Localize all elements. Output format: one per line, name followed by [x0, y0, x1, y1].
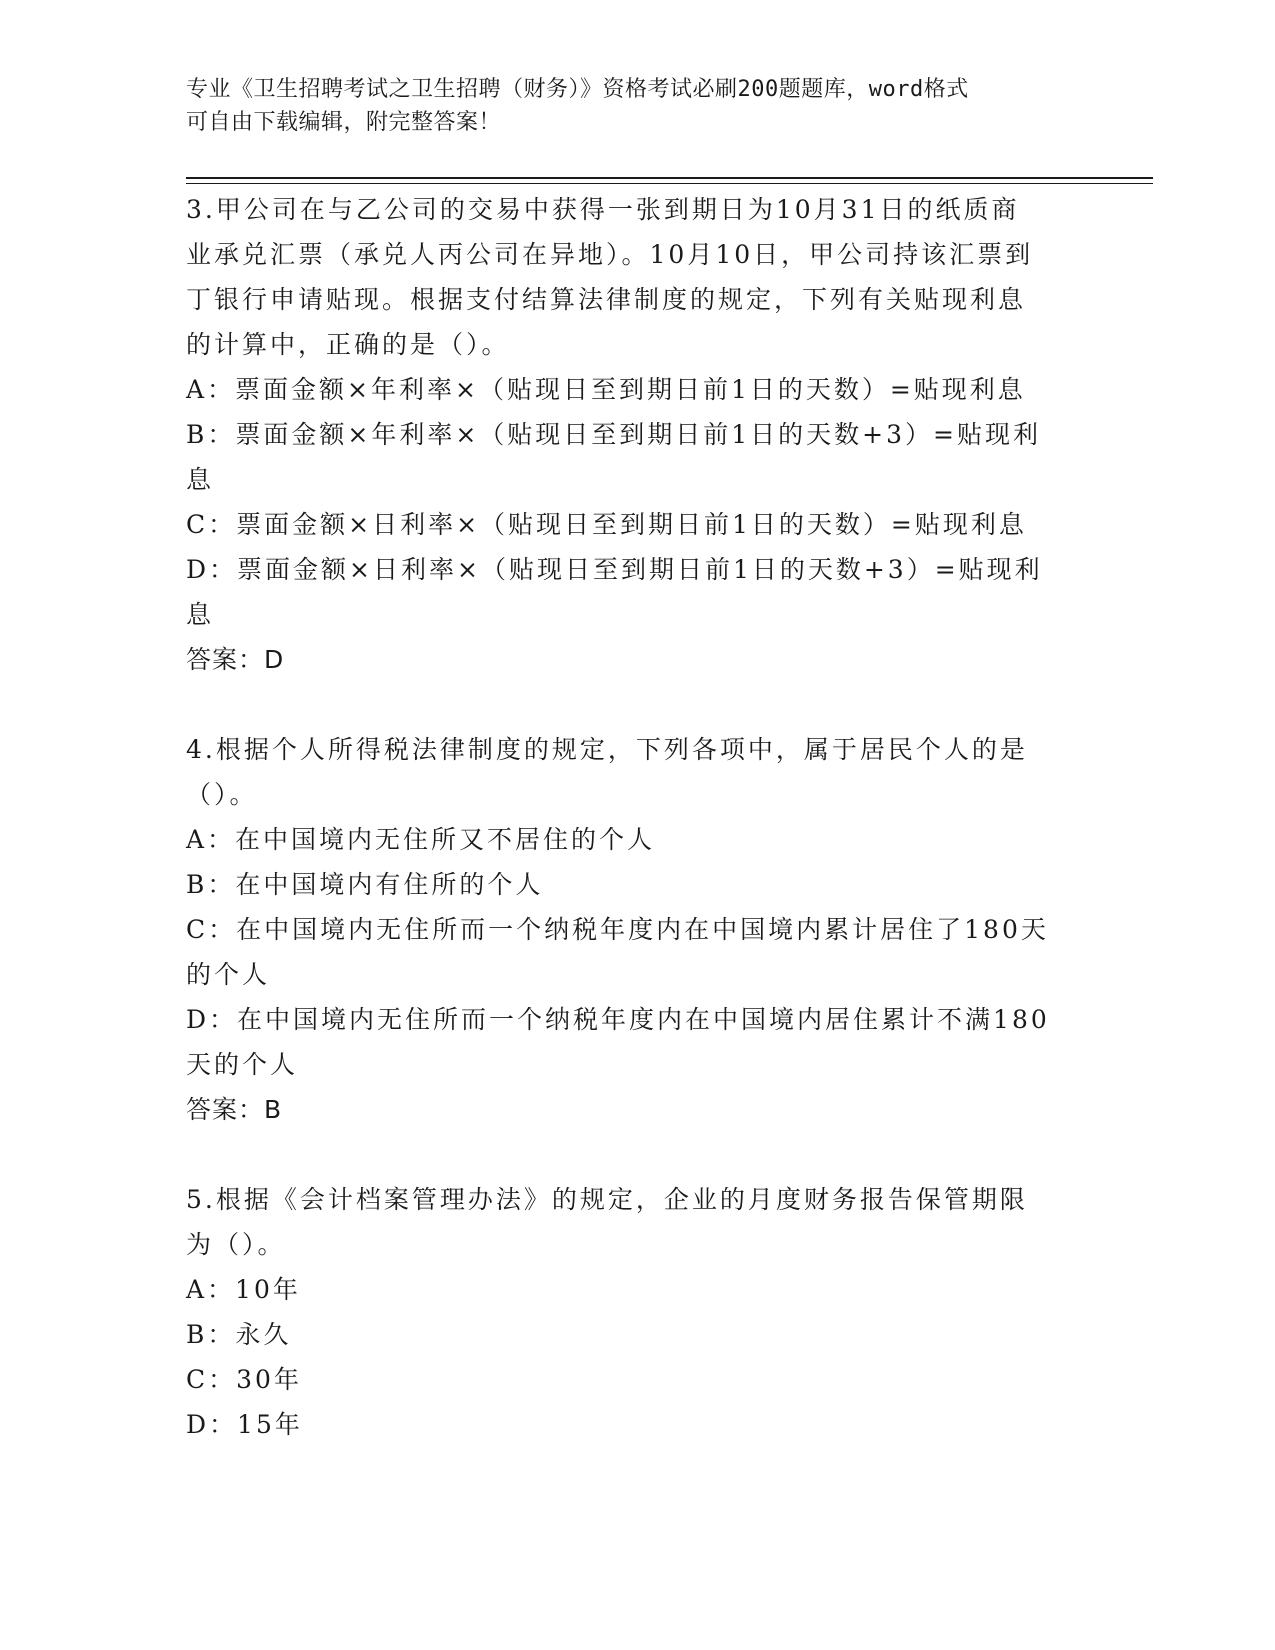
header-line-2: 可自由下载编辑，附完整答案！ [186, 110, 502, 135]
question-stem-line: 4.根据个人所得税法律制度的规定，下列各项中，属于居民个人的是 [186, 735, 1028, 764]
document-header [186, 73, 1066, 139]
option-a: A：票面金额×年利率×（贴现日至到期日前1日的天数）=贴现利息 [186, 375, 1026, 404]
question-stem-line: 5.根据《会计档案管理办法》的规定，企业的月度财务报告保管期限 [186, 1185, 1028, 1214]
question-4 [186, 727, 1086, 1132]
question-stem-line: 3.甲公司在与乙公司的交易中获得一张到期日为10月31日的纸质商 [186, 195, 1020, 224]
question-stem-line: 业承兑汇票（承兑人丙公司在异地）。10月10日，甲公司持该汇票到 [186, 240, 1034, 269]
question-stem-line: 为（）。 [186, 1230, 286, 1259]
option-b-continued: 息 [186, 465, 215, 494]
question-stem-line: 的计算中，正确的是（）。 [186, 330, 510, 359]
option-c: C：30年 [186, 1365, 302, 1394]
answer-label: 答案：D [186, 645, 285, 674]
option-c: C：票面金额×日利率×（贴现日至到期日前1日的天数）=贴现利息 [186, 510, 1027, 539]
option-a: A：10年 [186, 1275, 301, 1304]
option-b: B：永久 [186, 1320, 292, 1349]
header-divider-thick [186, 177, 1153, 179]
option-d-continued: 息 [186, 600, 215, 629]
option-d: D：票面金额×日利率×（贴现日至到期日前1日的天数+3）=贴现利 [186, 555, 1043, 584]
option-c-continued: 的个人 [186, 960, 271, 989]
header-divider-thin [186, 183, 1153, 184]
question-stem-line: 丁银行申请贴现。根据支付结算法律制度的规定，下列有关贴现利息 [186, 285, 1027, 314]
option-b: B：票面金额×年利率×（贴现日至到期日前1日的天数+3）=贴现利 [186, 420, 1041, 449]
question-3 [186, 187, 1086, 682]
question-5 [186, 1177, 1086, 1447]
option-a: A：在中国境内无住所又不居住的个人 [186, 825, 656, 854]
option-d: D：在中国境内无住所而一个纳税年度内在中国境内居住累计不满180 [186, 1005, 1050, 1034]
option-b: B：在中国境内有住所的个人 [186, 870, 544, 899]
answer-label: 答案：B [186, 1095, 283, 1124]
option-d-continued: 天的个人 [186, 1050, 299, 1079]
option-d: D：15年 [186, 1410, 303, 1439]
question-spacer [186, 682, 1086, 727]
header-line-1: 专业《卫生招聘考试之卫生招聘（财务）》资格考试必刷200题题库，word格式 [186, 77, 969, 102]
question-spacer [186, 1132, 1086, 1177]
question-stem-line: （）。 [186, 780, 258, 809]
question-list [186, 187, 1086, 1447]
option-c: C：在中国境内无住所而一个纳税年度内在中国境内累计居住了180天 [186, 915, 1049, 944]
